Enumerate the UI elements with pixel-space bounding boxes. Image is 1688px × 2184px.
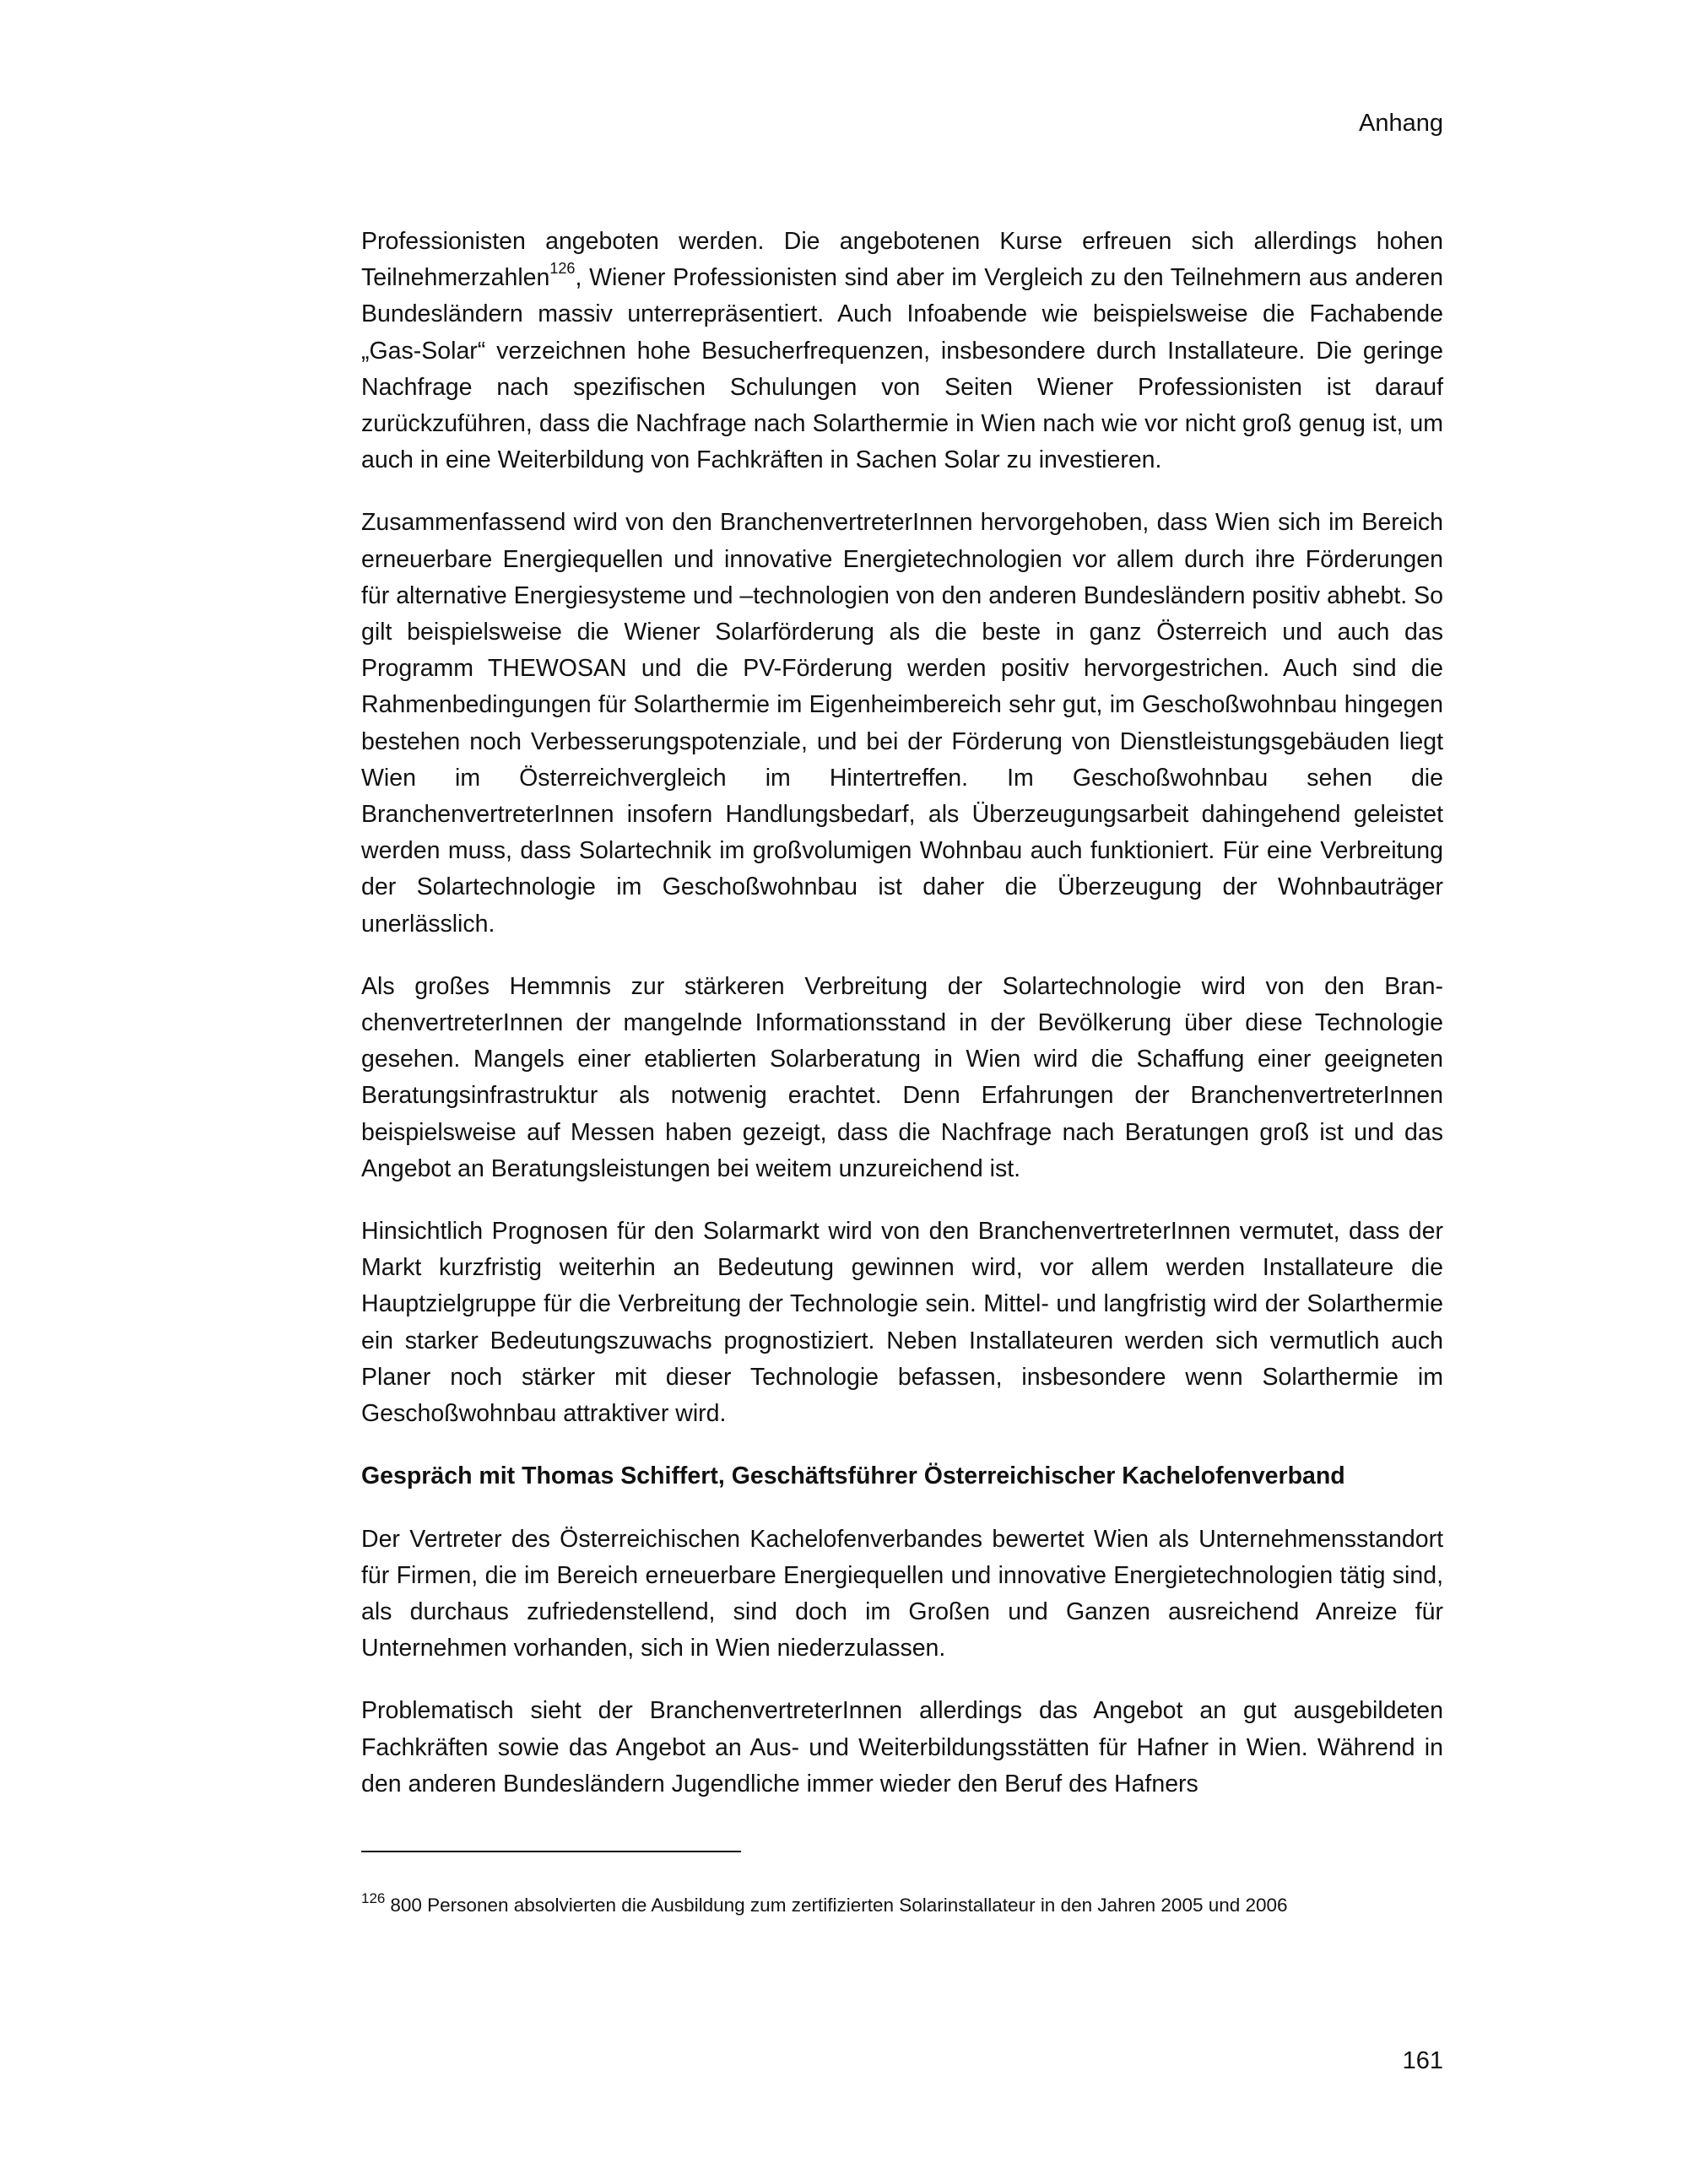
section-paragraph-1: Der Vertreter des Österreichischen Kachelofenverbandes bewertet Wien als Unternehmensstandort für Firmen, die im Bereich erneuerbare Energiequellen und innovative Energietechnologien tätig sind, als durchaus zufriedenstellend, sind doch im Großen und Ganzen ausreichend Anreize für Unternehmen vorhanden, sich in Wien niederzulassen. bbox=[361, 1525, 1443, 1662]
footnote-separator bbox=[361, 1851, 741, 1852]
footnote bbox=[361, 1890, 1288, 1917]
paragraph-4: Hinsichtlich Prognosen für den Solarmarkt wird von den BranchenvertreterInnen vermutet, dass der Markt kurzfristig weiterhin an Bedeutung gewinnen wird, vor allem werden Installateure die Hauptzielgruppe für die Verbreitung der Technologie sein. Mittel- und langfristig wird der Solarthermie ein starker Bedeutungszuwachs prognostiziert. Neben Installateuren werden sich vermutlich auch Planer noch stärker mit dieser Technologie befassen, insbesondere wenn Solarthermie im Geschoßwohnbau attraktiver wird. bbox=[361, 1218, 1443, 1428]
running-head: Anhang bbox=[1359, 110, 1443, 137]
section-heading: Gespräch mit Thomas Schiffert, Geschäftsführer Österreichischer Kachelofenverband bbox=[361, 1462, 1345, 1490]
paragraph-1-text-a: Professionisten angeboten werden. Die angebotenen Kurse erfreuen sich allerdings hohen Teilnehmerzahlen bbox=[361, 228, 1443, 292]
paragraph-2: Zusammenfassend wird von den BranchenvertreterInnen hervorgehoben, dass Wien sich im Bereich erneuerbare Energiequellen und innovative Energietechnologien vor allem durch ihre Förderungen für alternative Energiesysteme und –technologien von den anderen Bundesländern positiv abhebt. So gilt beispielsweise die Wiener Solarförderung als die beste in ganz Österreich und auch das Programm THEWOSAN und die PV-Förderung werden positiv hervorgestrichen. Auch sind die Rahmenbedingungen für Solarthermie im Eigenheimbereich sehr gut, im Geschoßwohnbau hingegen bestehen noch Verbesserungspotenziale, und bei der Förderung von Dienstleistungsgebäuden liegt Wien im Österreichvergleich im Hintertreffen. Im Geschoßwohnbau sehen die BranchenvertreterInnen insofern Handlungsbedarf, als Überzeugungsarbeit dahingehend geleistet werden muss, dass Solartechnik im großvolumigen Wohnbau auch funktioniert. Für eine Verbreitung der Solartechnologie im Geschoßwohnbau ist daher die Überzeugung der Wohnbauträger unerlässlich. bbox=[361, 509, 1443, 938]
section-paragraph-2: Problematisch sieht der BranchenvertreterInnen allerdings das Angebot an gut ausgebildeten Fachkräften sowie das Angebot an Aus- und Weiterbildungsstätten für Hafner in Wien. Während in den anderen Bundesländern Jugendliche immer wieder den Beruf des Hafners bbox=[361, 1697, 1443, 1797]
body-text bbox=[361, 224, 1443, 1829]
paragraph-1 bbox=[361, 224, 1443, 478]
footnote-text: 800 Personen absolvierten die Ausbildung zum zertifizierten Solarinstallateur in den Jahren 2005 und 2006 bbox=[390, 1895, 1288, 1916]
footnote-number: 126 bbox=[361, 1890, 386, 1906]
paragraph-1-text-b: , Wiener Professionisten sind aber im Vergleich zu den Teilnehmern aus anderen Bundesländern massiv unterrepräsentiert. Auch Infoabende wie beispielsweise die Fachabende „Gas-Solar“ verzeichnen hohe Besucherfrequenzen, insbesondere durch Installateure. Die geringe Nachfrage nach spezifischen Schulungen von Seiten Wiener Professionisten ist darauf zurückzuführen, dass die Nachfrage nach Solarthermie in Wien nach wie vor nicht groß genug ist, um auch in eine Weiterbildung von Fachkräften in Sachen Solar zu investieren. bbox=[361, 264, 1443, 474]
page-number: 161 bbox=[1402, 2047, 1443, 2074]
footnote-reference[interactable]: 126 bbox=[549, 260, 576, 278]
paragraph-3: Als großes Hemmnis zur stärkeren Verbreitung der Solartechnologie wird von den BranchenvertreterInnen der mangelnde Informationsstand in der Bevölkerung über diese Technologie gesehen. Mangels einer etablierten Solarberatung in Wien wird die Schaffung einer geeigneten Beratungsinfrastruktur als notwenig erachtet. Denn Erfahrungen der BranchenvertreterInnen beispielsweise auf Messen haben gezeigt, dass die Nachfrage nach Beratungen groß ist und das Angebot an Beratungsleistungen bei weitem unzureichend ist. bbox=[361, 972, 1443, 1182]
